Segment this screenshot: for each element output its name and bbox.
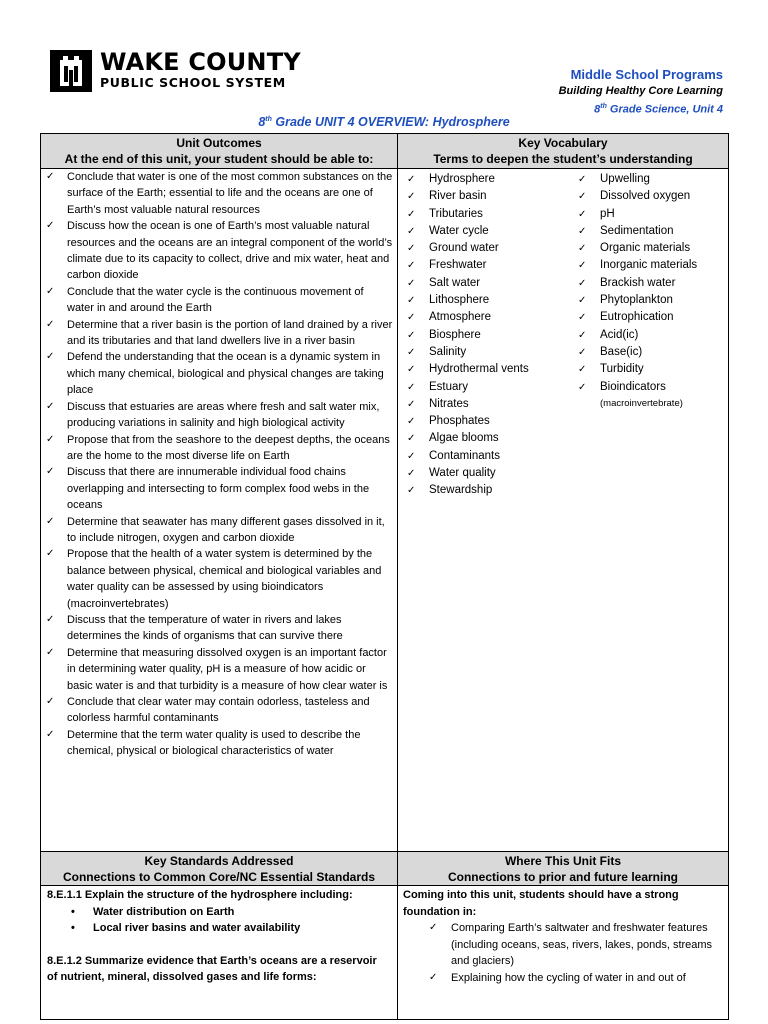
list-item [41, 432, 397, 465]
checkmark-icon: ✓ [578, 225, 587, 237]
list-item [574, 327, 697, 344]
checkmark-icon: ✓ [46, 696, 55, 707]
list-item-text: Nitrates [429, 397, 469, 410]
checkmark-icon: ✓ [407, 468, 416, 480]
list-item [41, 169, 397, 218]
fits-title: Where This Unit Fits [504, 854, 621, 868]
list-item-text: Estuary [429, 380, 468, 393]
standards-subtitle: Connections to Common Core/NC Essential Standards [62, 870, 376, 884]
list-item [403, 171, 529, 188]
checkmark-icon: ✓ [429, 971, 438, 983]
list-item-text: Determine that a river basin is the portion of land drained by a river and its tributaries and that land dwellers live in a river basin [67, 318, 393, 348]
title-suffix: th [265, 115, 272, 123]
list-item-text: Discuss how the ocean is one of Earth’s most valuable natural resources and the oceans are an integral component of the world’s climate due to its capacity to collect, drive and mix water, heat and carbon dioxide [67, 220, 393, 282]
program-name: Middle School Programs [570, 67, 723, 82]
list-item-text: Acid(ic) [600, 328, 639, 341]
checkmark-icon: ✓ [578, 208, 587, 220]
standards-header [41, 851, 397, 886]
logo-tower-icon [50, 50, 92, 92]
list-item-text: Lithosphere [429, 294, 490, 307]
list-item [574, 223, 697, 240]
list-item [403, 206, 529, 223]
list-item-text: Determine that seawater has many different gases dissolved in it, to include nitrogen, oxygen and carbon dioxide [67, 515, 385, 544]
checkmark-icon: ✓ [578, 364, 587, 376]
list-item-text: Phytoplankton [600, 294, 673, 307]
vocab-list-right [574, 171, 697, 411]
standard-bullet: • Local river basins and water availability [47, 920, 387, 937]
checkmark-icon: ✓ [407, 191, 416, 203]
checkmark-icon: ✓ [578, 243, 587, 255]
list-item [403, 344, 529, 361]
wcpss-logo [50, 50, 301, 92]
fits-header [398, 851, 728, 886]
list-item [574, 292, 697, 309]
overview-table [40, 133, 729, 1020]
list-item-text: Brackish water [600, 276, 676, 289]
grade-suffix: th [600, 103, 607, 110]
list-item-text: Sedimentation [600, 224, 674, 237]
list-item-text: Bioindicators [600, 380, 666, 393]
checkmark-icon: ✓ [46, 220, 55, 232]
logo-line-2: PUBLIC SCHOOL SYSTEM [100, 75, 286, 90]
list-item [403, 482, 529, 499]
list-item [574, 344, 697, 361]
checkmark-icon: ✓ [407, 485, 416, 497]
fits-subtitle: Connections to prior and future learning [447, 870, 678, 884]
standard-bullet: • Water distribution on Earth [47, 904, 387, 921]
list-item [41, 399, 397, 432]
list-item-text: Defend the understanding that the ocean is a dynamic system in which many chemical, biological and physical changes are taking place [67, 351, 384, 397]
checkmark-icon: ✓ [407, 260, 416, 272]
list-item [574, 379, 697, 396]
list-item-text: Organic materials [600, 242, 691, 255]
grade-number: 8 [594, 103, 601, 116]
checkmark-icon: ✓ [407, 225, 416, 237]
list-item-text: Atmosphere [429, 311, 492, 324]
list-item-text: Tributaries [429, 207, 483, 220]
list-item-text: Inorganic materials [600, 259, 698, 272]
list-item [403, 361, 529, 378]
standards-content [47, 887, 387, 986]
header-right [559, 66, 723, 118]
list-item [403, 188, 529, 205]
list-item [403, 448, 529, 465]
list-item [574, 257, 697, 274]
checkmark-icon: ✓ [407, 329, 416, 341]
checkmark-icon: ✓ [46, 466, 55, 478]
list-item-text: Hydrothermal vents [429, 363, 529, 376]
list-item-text: Stewardship [429, 484, 493, 497]
checkmark-icon: ✓ [407, 243, 416, 255]
list-item [41, 284, 397, 317]
checkmark-icon: ✓ [46, 351, 55, 363]
checkmark-icon: ✓ [407, 381, 416, 393]
fits-content [403, 887, 723, 986]
list-item-text: pH [600, 207, 615, 220]
checkmark-icon: ✓ [578, 346, 587, 358]
list-item [403, 413, 529, 430]
checkmark-icon: ✓ [578, 277, 587, 289]
outcomes-subtitle: At the end of this unit, your student should be able to: [64, 152, 374, 166]
checkmark-icon: ✓ [578, 312, 587, 324]
checkmark-icon: ✓ [46, 171, 55, 182]
list-item [574, 171, 697, 188]
list-item [403, 327, 529, 344]
list-item-text: Conclude that the water cycle is the continuous movement of water in and around the Earth [67, 285, 364, 315]
list-item [574, 309, 697, 326]
list-item-text: Turbidity [600, 363, 644, 376]
list-item [403, 309, 529, 326]
checkmark-icon: ✓ [578, 191, 587, 203]
list-item [403, 240, 529, 257]
vocab-note: (macroinvertebrate) [600, 397, 683, 409]
checkmark-icon: ✓ [46, 400, 55, 412]
vocab-subtitle: Terms to deepen the student’s understanding [433, 152, 693, 166]
grade-rest: Grade Science, Unit 4 [606, 103, 723, 116]
vocab-list-left [403, 171, 529, 500]
fits-item-text: Explaining how the cycling of water in and out of [451, 971, 686, 984]
checkmark-icon: ✓ [407, 450, 416, 462]
list-item [403, 465, 529, 482]
checkmark-icon: ✓ [46, 433, 55, 445]
list-item-text: Propose that the health of a water system is determined by the balance between physical, chemical and biological variables and water quality can be assessed by using bioindicators (macroinvertebrates) [67, 548, 382, 610]
list-item [574, 188, 697, 205]
checkmark-icon: ✓ [429, 922, 438, 933]
list-item-text: Conclude that clear water may contain odorless, tasteless and colorless harmful contaminants [67, 696, 370, 725]
list-item-text: Biosphere [429, 328, 481, 341]
fits-lead: Coming into this unit, students should have a strong foundation in: [403, 889, 679, 918]
list-item [41, 645, 397, 694]
fits-item [403, 970, 723, 987]
checkmark-icon: ✓ [46, 285, 55, 297]
title-rest: Grade UNIT 4 OVERVIEW: Hydrosphere [271, 115, 510, 129]
list-item-text: Propose that from the seashore to the deepest depths, the oceans are the home to the most diverse life on Earth [67, 433, 390, 462]
standard-8e11: 8.E.1.1 Explain the structure of the hydrosphere including: [47, 889, 353, 901]
list-item [41, 612, 397, 645]
list-item-text: Base(ic) [600, 345, 643, 358]
list-item-text: Freshwater [429, 259, 487, 272]
checkmark-icon: ✓ [46, 613, 55, 625]
list-item-text: Contaminants [429, 449, 500, 462]
checkmark-icon: ✓ [407, 208, 416, 220]
checkmark-icon: ✓ [407, 433, 416, 445]
list-item [403, 379, 529, 396]
vocab-header [398, 134, 728, 169]
list-item-text: Conclude that water is one of the most common substances on the surface of the Earth; essential to life and the oceans are one of Earth’s most valuable natural resources [67, 171, 393, 216]
list-item [403, 396, 529, 413]
checkmark-icon: ✓ [407, 346, 416, 358]
checkmark-icon: ✓ [46, 318, 55, 330]
checkmark-icon: ✓ [407, 364, 416, 376]
checkmark-icon: ✓ [578, 174, 587, 185]
outcomes-title: Unit Outcomes [176, 136, 262, 150]
page-title [0, 115, 768, 129]
column-divider [397, 134, 398, 1019]
title-grade: 8 [258, 115, 266, 129]
checkmark-icon: ✓ [407, 277, 416, 289]
checkmark-icon: ✓ [407, 174, 416, 185]
checkmark-icon: ✓ [578, 381, 587, 393]
list-item [574, 240, 697, 257]
list-item [41, 464, 397, 513]
checkmark-icon: ✓ [46, 728, 55, 740]
list-item-text: Discuss that there are innumerable individual food chains overlapping and intersecting to form complex food webs in the oceans [67, 466, 370, 512]
list-item-text: Discuss that estuaries are areas where fresh and salt water mix, producing variations in salinity and high biological activity [67, 400, 380, 430]
checkmark-icon: ✓ [46, 646, 55, 658]
list-item [574, 206, 697, 223]
list-item [41, 317, 397, 350]
checkmark-icon: ✓ [407, 312, 416, 324]
checkmark-icon: ✓ [46, 515, 55, 527]
fits-item-text: Comparing Earth’s saltwater and freshwater features (including oceans, seas, rivers, lakes, ponds, streams and glaciers) [451, 922, 713, 967]
list-item-text: Salinity [429, 345, 467, 358]
list-item [41, 218, 397, 284]
list-item [41, 727, 397, 760]
list-item-text: Eutrophication [600, 311, 674, 324]
list-item-text: Discuss that the temperature of water in rivers and lakes determines the kinds of organisms that can survive there [67, 613, 343, 643]
list-item-text: Dissolved oxygen [600, 190, 691, 203]
list-item-text: Algae blooms [429, 432, 499, 445]
list-item [403, 292, 529, 309]
list-item-text: River basin [429, 190, 487, 203]
list-item-text: Hydrosphere [429, 173, 495, 185]
checkmark-icon: ✓ [578, 295, 587, 307]
logo-line-1: WAKE COUNTY [100, 48, 301, 76]
list-item-text: Ground water [429, 242, 499, 255]
checkmark-icon: ✓ [578, 260, 587, 272]
standards-title: Key Standards Addressed [144, 854, 294, 868]
list-item [41, 694, 397, 727]
list-item [403, 430, 529, 447]
checkmark-icon: ✓ [578, 329, 587, 341]
standard-8e12: 8.E.1.2 Summarize evidence that Earth’s oceans are a reservoir of nutrient, mineral, dissolved gases and life forms: [47, 954, 377, 983]
list-item [41, 546, 397, 612]
list-item-text: Determine that measuring dissolved oxygen is an important factor in determining water quality, pH is a measure of how acidic or basic water is and that turbidity is a measure of how clear water is [67, 646, 388, 692]
list-item-text: Phosphates [429, 415, 490, 428]
checkmark-icon: ✓ [407, 416, 416, 428]
list-item [403, 223, 529, 240]
list-item-text: Salt water [429, 276, 481, 289]
list-item-text: Upwelling [600, 173, 650, 185]
list-item [41, 349, 397, 398]
outcomes-header [41, 134, 397, 169]
list-item-text: Water cycle [429, 224, 489, 237]
checkmark-icon: ✓ [407, 295, 416, 307]
outcomes-list [41, 169, 397, 760]
list-item [574, 361, 697, 378]
checkmark-icon: ✓ [407, 398, 416, 410]
list-item [574, 275, 697, 292]
program-subtitle: Building Healthy Core Learning [558, 85, 723, 97]
fits-item [403, 920, 723, 970]
list-item-text: Determine that the term water quality is used to describe the chemical, physical or biological characteristics of water [67, 728, 361, 758]
vocab-title: Key Vocabulary [518, 136, 608, 150]
list-item [41, 514, 397, 547]
list-item-text: Water quality [429, 467, 496, 480]
list-item [403, 257, 529, 274]
list-item [403, 275, 529, 292]
checkmark-icon: ✓ [46, 548, 55, 560]
